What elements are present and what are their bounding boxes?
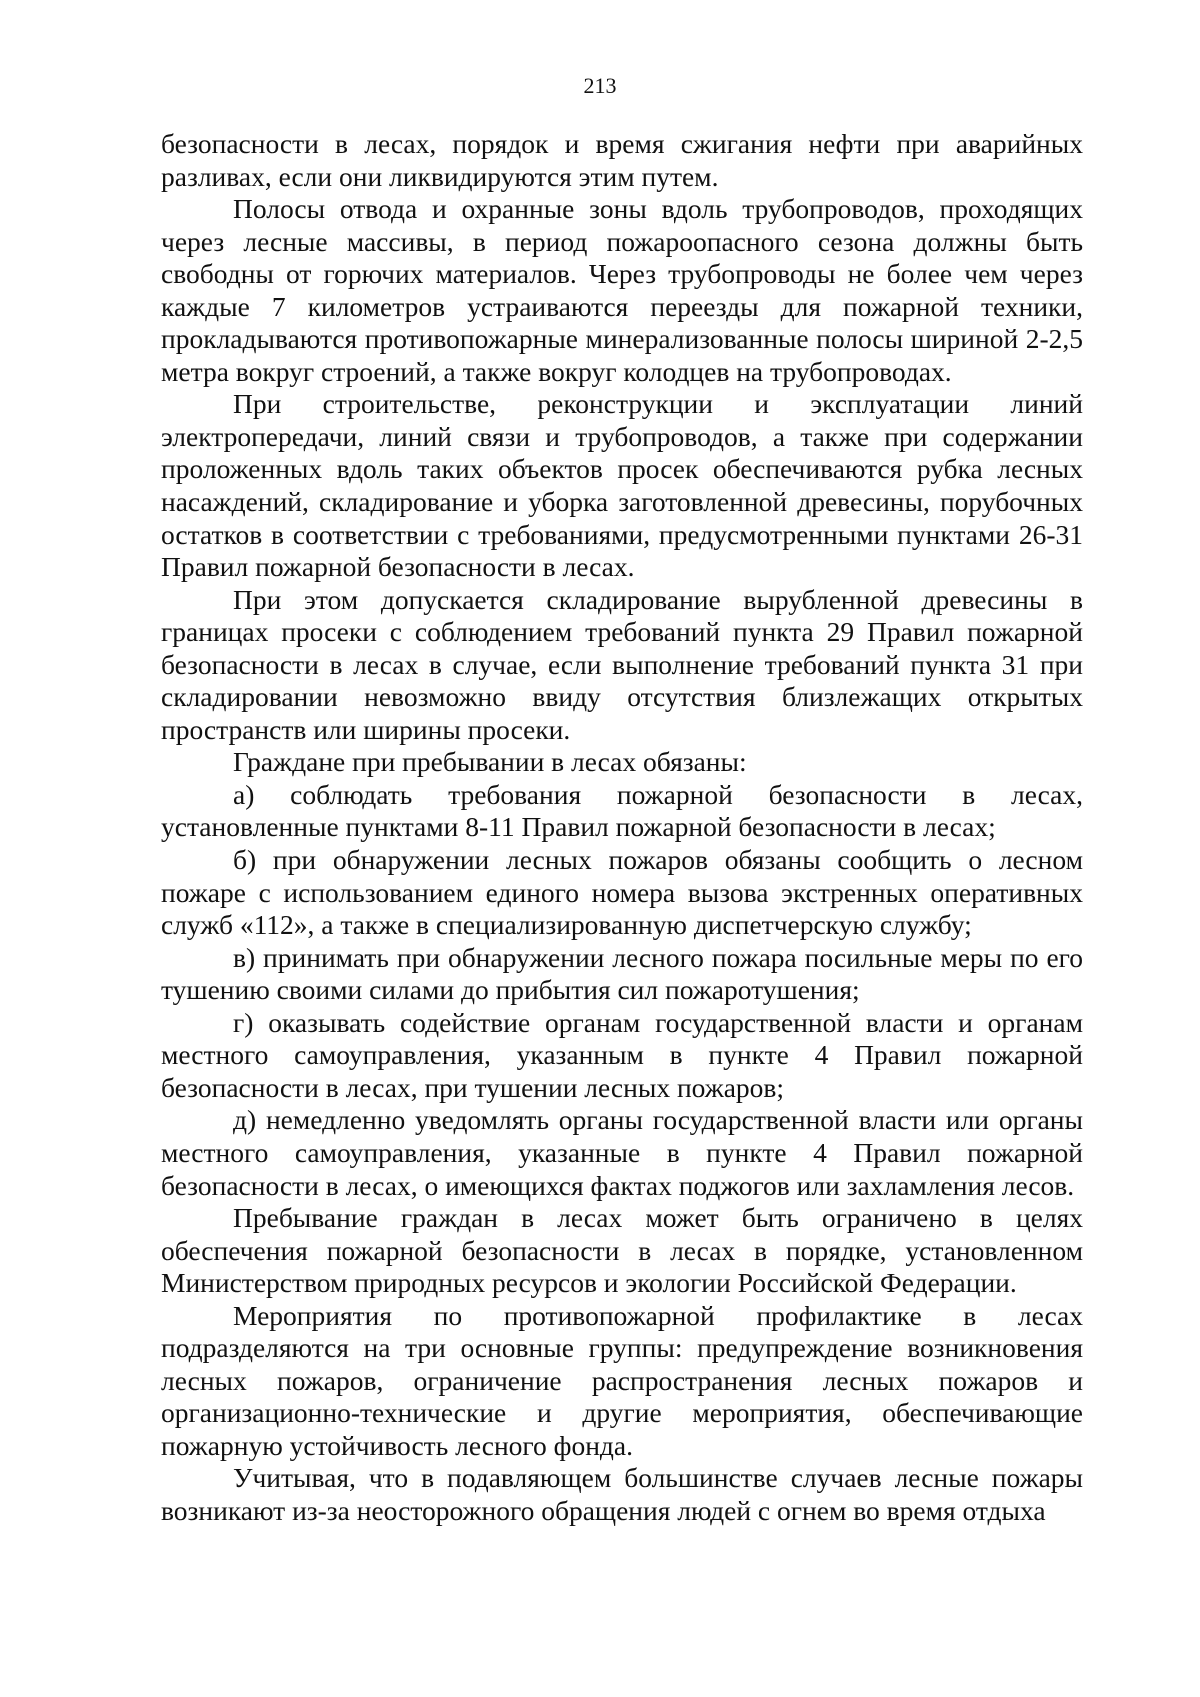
- paragraph-pipeline-zones: Полосы отвода и охранные зоны вдоль трубопроводов, проходящих через лесные массивы, в период пожароопасного сезона должны быть свободны от горючих материалов. Через трубопроводы не более чем через каждые 7 километров устраиваются переезды для пожарной техники, прокладываются противопожарные минерализованные полосы шириной 2-2,5 метра вокруг строений, а также вокруг колодцев на трубопроводах.: [161, 193, 1083, 387]
- list-item-v: в) принимать при обнаружении лесного пожара посильные меры по его тушению своими силами до прибытия сил пожаротушения;: [161, 941, 1083, 1006]
- paragraph-stay-restriction: Пребывание граждан в лесах может быть ограничено в целях обеспечения пожарной безопасности в лесах в порядке, установленном Министерством природных ресурсов и экологии Российской Федерации.: [161, 1202, 1083, 1299]
- list-item-g: г) оказывать содействие органам государственной власти и органам местного самоуправления, указанным в пункте 4 Правил пожарной безопасности в лесах, при тушении лесных пожаров;: [161, 1006, 1083, 1103]
- list-item-a: а) соблюдать требования пожарной безопасности в лесах, установленные пунктами 8-11 Правил пожарной безопасности в лесах;: [161, 778, 1083, 843]
- paragraph-citizens-obligations: Граждане при пребывании в лесах обязаны:: [233, 746, 747, 778]
- paragraph-timber-storage: При этом допускается складирование вырубленной древесины в границах просеки с соблюдением требований пункта 29 Правил пожарной безопасности в лесах в случае, если выполнение требований пункта 31 при складировании невозможно ввиду отсутствия близлежащих открытых пространств или ширины просеки.: [161, 583, 1083, 745]
- paragraph-careless-fire: Учитывая, что в подавляющем большинстве случаев лесные пожары возникают из-за неосторожного обращения людей с огнем во время отдыха: [161, 1462, 1083, 1526]
- document-body: [161, 128, 1083, 1528]
- paragraph-prevention-groups: Мероприятия по противопожарной профилактике в лесах подразделяются на три основные группы: предупреждение возникновения лесных пожаров, ограничение распространения лесных пожаров и организационно-технические и другие мероприятия, обеспечивающие пожарную устойчивость лесного фонда.: [161, 1299, 1083, 1461]
- page-number: 213: [583, 73, 617, 98]
- list-item-b: б) при обнаружении лесных пожаров обязаны сообщить о лесном пожаре с использованием единого номера вызова экстренных оперативных служб «112», а также в специализированную диспетчерскую службу;: [161, 844, 1083, 941]
- paragraph-continuation: безопасности в лесах, порядок и время сжигания нефти при аварийных разливах, если они ликвидируются этим путем.: [161, 128, 1083, 192]
- list-item-d: д) немедленно уведомлять органы государственной власти или органы местного самоуправления, указанные в пункте 4 Правил пожарной безопасности в лесах, о имеющихся фактах поджогов или захламления лесов.: [161, 1104, 1083, 1201]
- paragraph-power-lines: При строительстве, реконструкции и эксплуатации линий электропередачи, линий связи и трубопроводов, а также при содержании проложенных вдоль таких объектов просек обеспечиваются рубка лесных насаждений, складирование и уборка заготовленной древесины, порубочных остатков в соответствии с требованиями, предусмотренными пунктами 26-31 Правил пожарной безопасности в лесах.: [161, 388, 1083, 583]
